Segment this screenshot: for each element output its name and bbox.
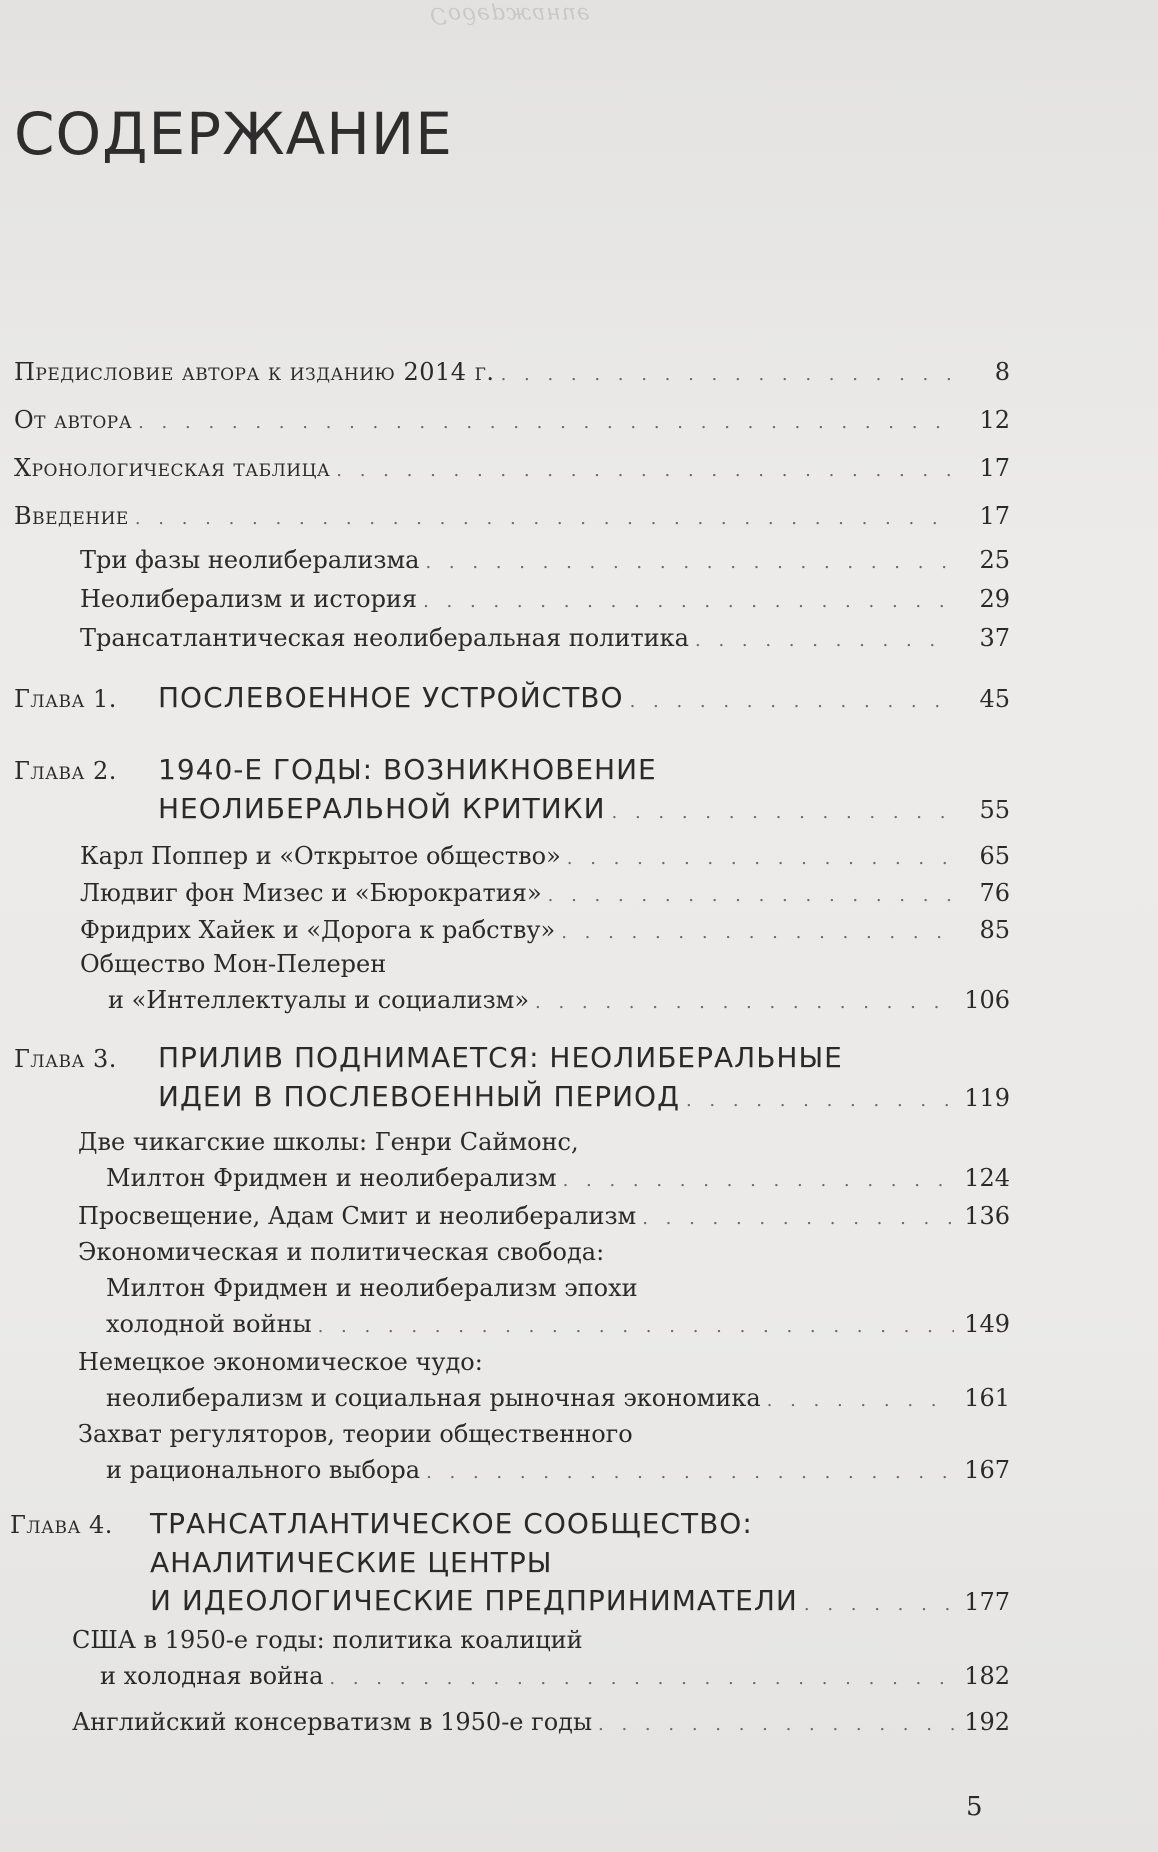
toc-section-label: Захват регуляторов, теории общественного [78, 1420, 633, 1448]
toc-section[interactable] [78, 1198, 1010, 1237]
chapter-label: Глава 4. [10, 1511, 113, 1539]
toc-section-label: Трансатлантическая неолиберальная политика [80, 624, 689, 652]
dot-leader [423, 584, 954, 620]
toc-page-number: 177 [964, 1588, 1010, 1616]
dot-leader [535, 985, 954, 1021]
toc-page-number: 167 [964, 1456, 1010, 1484]
toc-page-number: 17 [979, 502, 1010, 530]
chapter-title-line: ТРАНСАТЛАНТИЧЕСКОЕ СООБЩЕСТВО: [150, 1507, 753, 1540]
dot-leader [563, 1163, 954, 1199]
dot-leader [425, 545, 954, 581]
toc-section-label-cont: и «Интеллектуалы и социализм» [108, 986, 530, 1014]
toc-entry-chronology[interactable] [14, 450, 1010, 489]
chapter-label: Глава 2. [14, 757, 117, 785]
toc-page-number: 136 [964, 1202, 1010, 1230]
chapter-label: Глава 3. [14, 1045, 117, 1073]
toc-page-number: 119 [964, 1084, 1010, 1112]
toc-section-label: Общество Мон-Пелерен [80, 950, 387, 978]
dot-leader [598, 1707, 954, 1743]
toc-section[interactable] [72, 1704, 1010, 1743]
toc-page-number: 8 [994, 358, 1010, 386]
dot-leader [686, 1083, 954, 1119]
dot-leader [318, 1309, 954, 1345]
toc-section-label: Фридрих Хайек и «Дорога к рабству» [80, 916, 556, 944]
toc-page-number: 76 [979, 879, 1010, 907]
toc-page-number: 37 [979, 624, 1010, 652]
dot-leader [329, 1661, 954, 1697]
dot-leader [501, 357, 954, 393]
chapter-title-line: 1940-Е ГОДЫ: ВОЗНИКНОВЕНИЕ [158, 753, 657, 786]
toc-page-number: 55 [979, 796, 1010, 824]
toc-entry-label: Предисловие автора к изданию 2014 г. [14, 358, 495, 386]
toc-entry-from-author[interactable] [14, 402, 1010, 441]
chapter-title-line: НЕОЛИБЕРАЛЬНОЙ КРИТИКИ [158, 792, 606, 825]
toc-page-number: 17 [979, 454, 1010, 482]
toc-page-number: 85 [979, 916, 1010, 944]
toc-section-label-cont: Милтон Фридмен и неолиберализм эпохи [106, 1274, 638, 1302]
toc-section-label: Три фазы неолиберализма [80, 546, 420, 574]
toc-section-label: США в 1950-е годы: политика коалиций [72, 1626, 583, 1654]
toc-page-number: 161 [964, 1384, 1010, 1412]
toc-section[interactable] [80, 875, 1010, 914]
toc-section-label-cont: неолиберализм и социальная рыночная экономика [106, 1384, 761, 1412]
chapter-title-line: АНАЛИТИЧЕСКИЕ ЦЕНТРЫ [150, 1546, 553, 1579]
toc-entry-label: Хронологическая таблица [14, 454, 331, 482]
toc-section-label-cont: и рационального выбора [106, 1456, 421, 1484]
toc-entry-label: От автора [14, 406, 133, 434]
chapter-label: Глава 1. [14, 685, 117, 713]
dot-leader [695, 623, 954, 659]
toc-page-number: 182 [964, 1662, 1010, 1690]
page-number: 5 [966, 1792, 983, 1822]
toc-chapter-2[interactable] [14, 752, 1010, 831]
toc-section[interactable] [80, 581, 1010, 620]
toc-section-label: Неолиберализм и история [80, 585, 418, 613]
toc-section-label: Карл Поппер и «Открытое общество» [80, 842, 561, 870]
toc-section-label: Экономическая и политическая свобода: [78, 1238, 605, 1266]
toc-section-label: Немецкое экономическое чудо: [78, 1348, 483, 1376]
dot-leader [336, 453, 954, 489]
chapter-title-line: И ИДЕОЛОГИЧЕСКИЕ ПРЕДПРИНИМАТЕЛИ [150, 1584, 798, 1617]
chapter-title: ПОСЛЕВОЕННОЕ УСТРОЙСТВО [158, 681, 624, 714]
dot-leader [767, 1383, 954, 1419]
toc-section-label-cont: и холодная война [100, 1662, 324, 1690]
toc-section-label: Английский консерватизм в 1950-е годы [72, 1708, 593, 1736]
toc-chapter-4[interactable] [10, 1506, 1010, 1623]
bleed-through-text [420, 80, 820, 100]
toc-section-label-cont: Милтон Фридмен и неолиберализм [106, 1164, 557, 1192]
toc-page-number: 45 [979, 685, 1010, 713]
toc-section[interactable] [78, 1344, 1010, 1419]
toc-page-number: 65 [979, 842, 1010, 870]
toc-section[interactable] [80, 838, 1010, 877]
toc-chapter-3[interactable] [14, 1040, 1010, 1119]
toc-section-label: Две чикагские школы: Генри Саймонс, [78, 1128, 579, 1156]
toc-entry-label: Введение [14, 502, 129, 530]
toc-section[interactable] [78, 1234, 1010, 1345]
toc-section[interactable] [72, 1622, 1010, 1697]
toc-entry-introduction[interactable] [14, 498, 1010, 537]
dot-leader [612, 795, 954, 831]
toc-page-number: 29 [979, 585, 1010, 613]
dot-leader [642, 1201, 954, 1237]
dot-leader [630, 684, 954, 720]
toc-section-label: Просвещение, Адам Смит и неолиберализм [78, 1202, 637, 1230]
toc-section[interactable] [78, 1416, 1010, 1491]
running-header: Содержание [430, 2, 591, 27]
dot-leader [426, 1455, 954, 1491]
toc-section[interactable] [80, 620, 1010, 659]
chapter-title-line: ПРИЛИВ ПОДНИМАЕТСЯ: НЕОЛИБЕРАЛЬНЫЕ [158, 1041, 843, 1074]
dot-leader [138, 405, 954, 441]
toc-page-number: 124 [964, 1164, 1010, 1192]
page-title: СОДЕРЖАНИЕ [14, 100, 453, 168]
toc-section[interactable] [80, 542, 1010, 581]
dot-leader [804, 1587, 954, 1623]
dot-leader [548, 878, 954, 914]
dot-leader [135, 501, 954, 537]
toc-section-label-cont: холодной войны [106, 1310, 312, 1338]
toc-page-number: 25 [979, 546, 1010, 574]
toc-section[interactable] [80, 946, 1010, 1021]
toc-page-number: 192 [964, 1708, 1010, 1736]
chapter-title-line: ИДЕИ В ПОСЛЕВОЕННЫЙ ПЕРИОД [158, 1080, 680, 1113]
toc-entry-preface[interactable] [14, 354, 1010, 393]
toc-chapter-1[interactable] [14, 680, 1010, 720]
toc-page-number: 106 [964, 986, 1010, 1014]
toc-section[interactable] [78, 1124, 1010, 1199]
toc-section-label: Людвиг фон Мизес и «Бюрократия» [80, 879, 542, 907]
toc-page-number: 149 [964, 1310, 1010, 1338]
dot-leader [567, 841, 954, 877]
toc-page-number: 12 [979, 406, 1010, 434]
